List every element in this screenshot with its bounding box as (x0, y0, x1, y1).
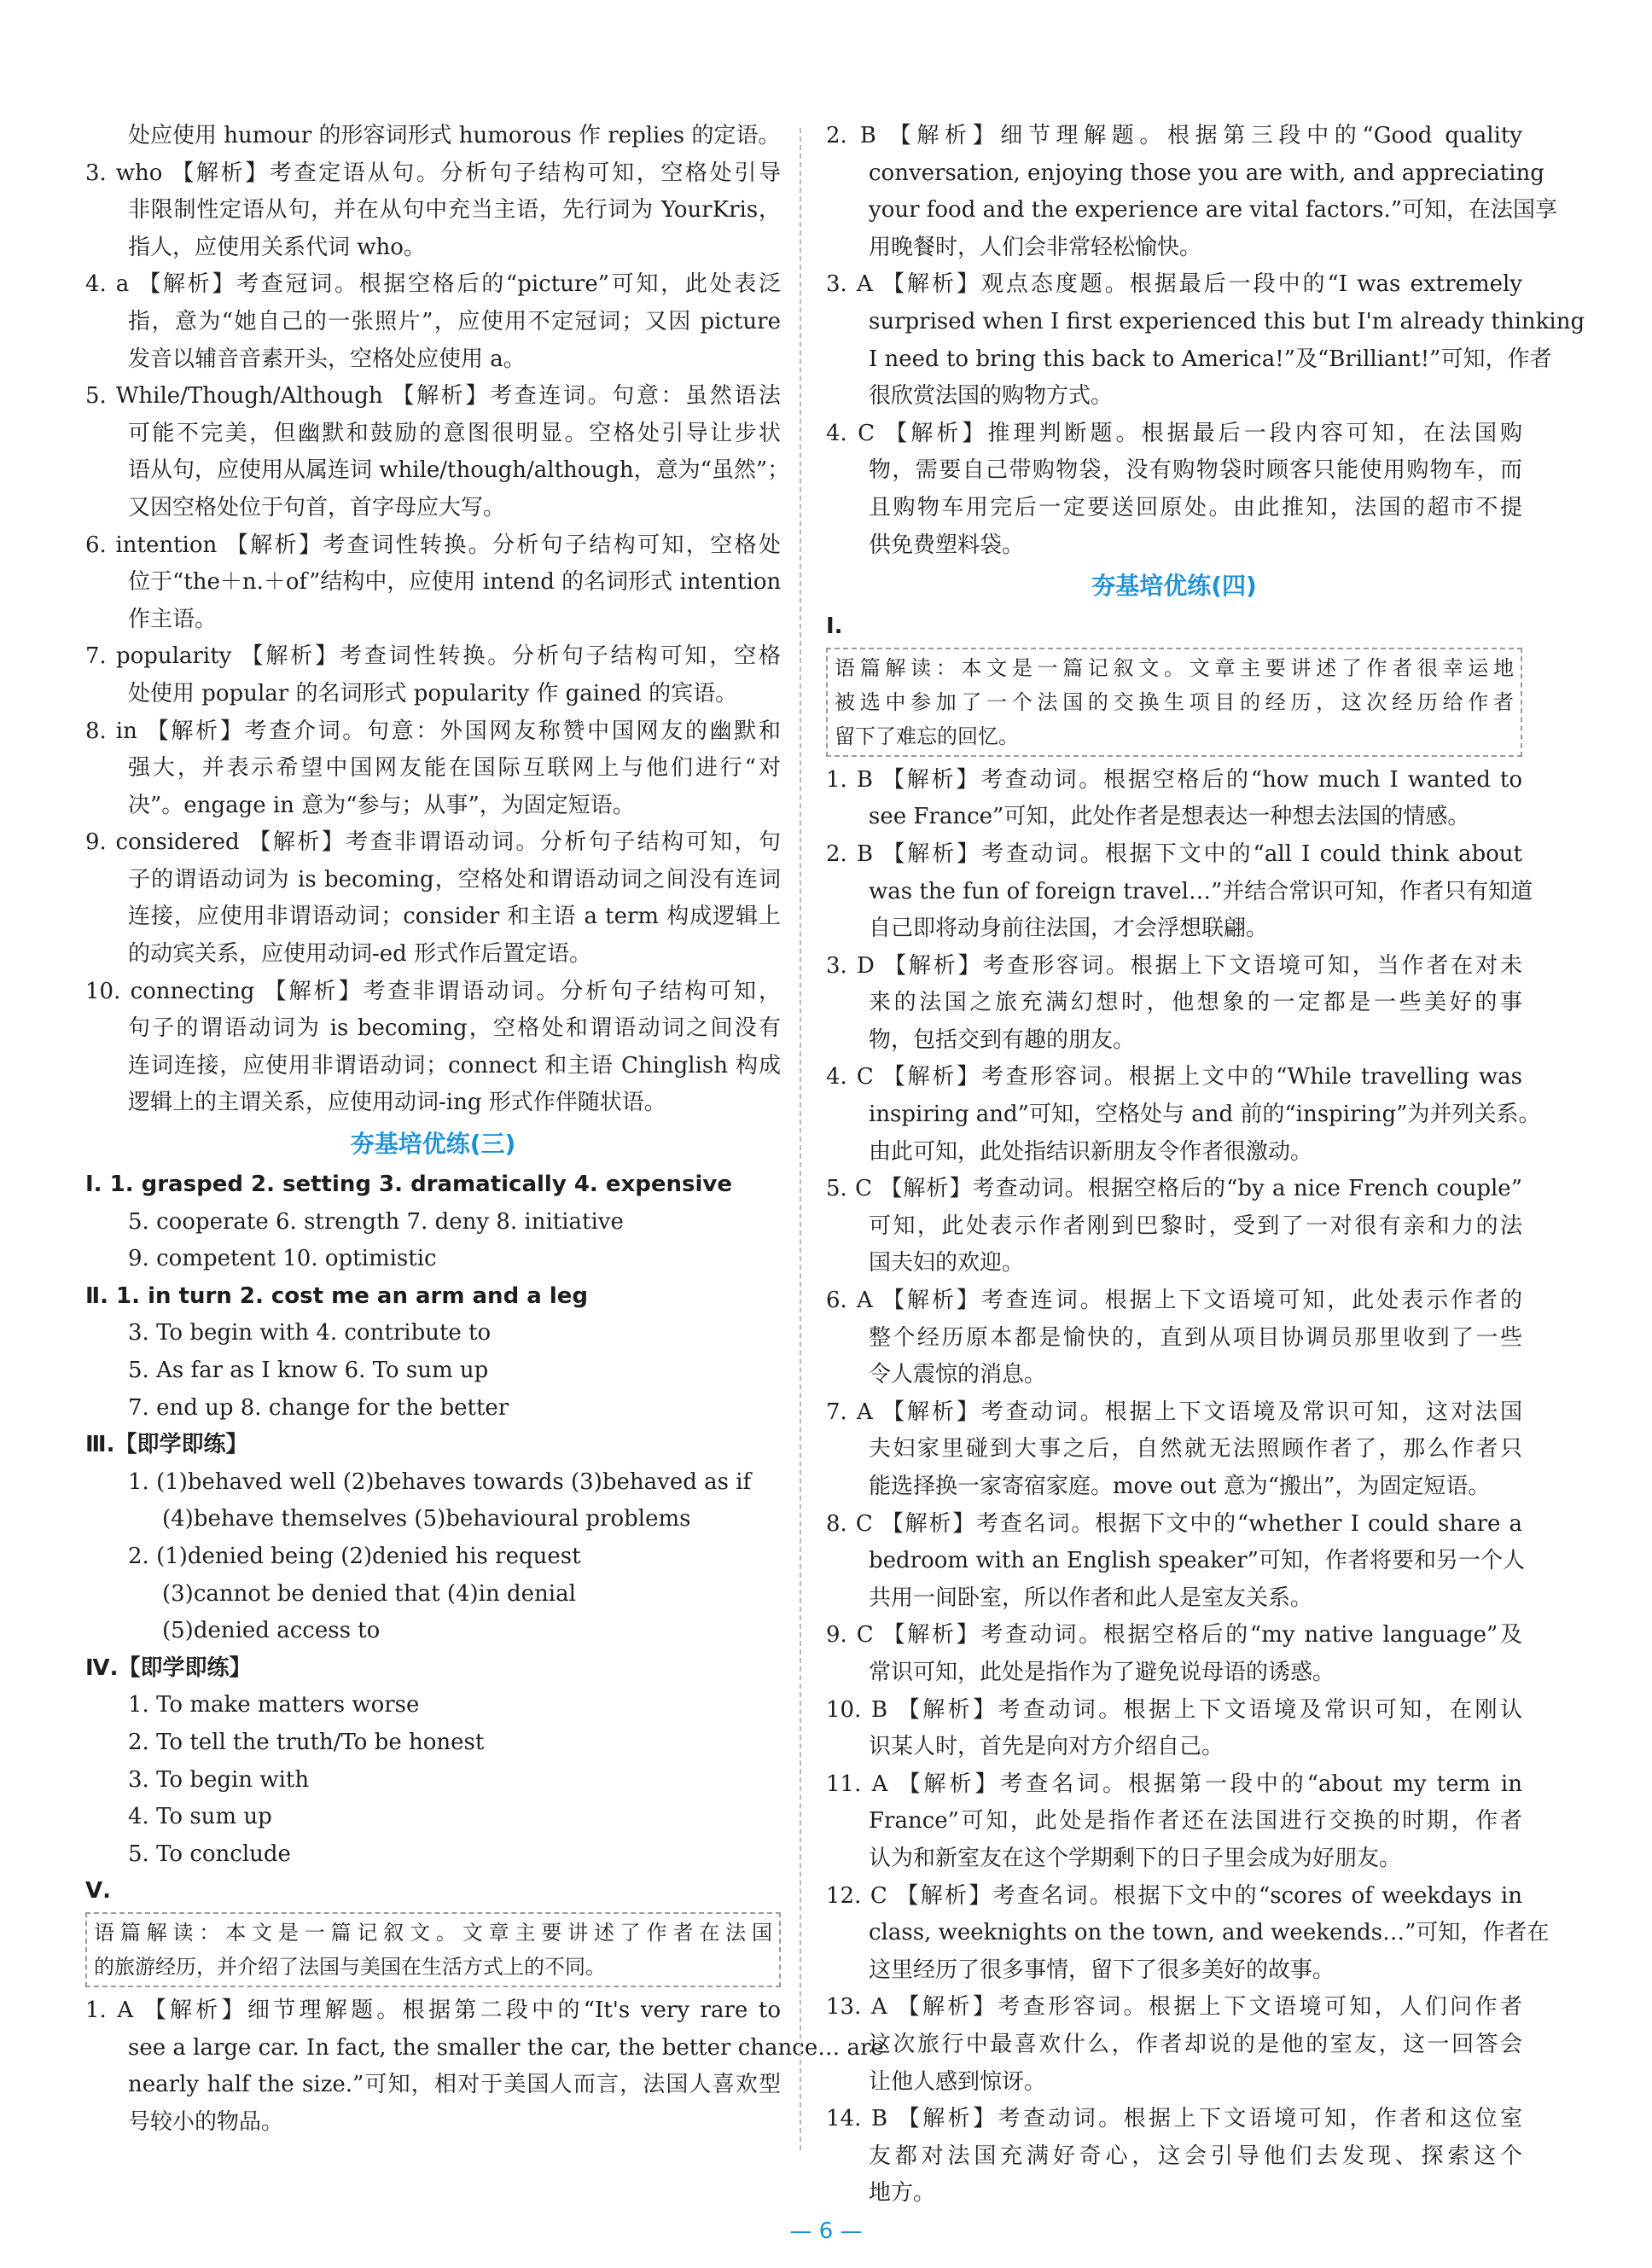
answer-line: 6. intention 【解析】考查词性转换。分析句子结构可知，空格处 (85, 532, 781, 558)
answer-line: 9. competent 10. optimistic (128, 1246, 437, 1272)
answer-line: conversation, enjoying those you are with, and appreciating (869, 160, 1544, 186)
answer-line: 4. To sum up (128, 1804, 272, 1830)
answer-line: Ⅴ. (85, 1878, 111, 1905)
column-divider (800, 128, 801, 2150)
answer-line: 11. A 【解析】考查名词。根据第一段中的“about my term in (826, 1771, 1522, 1797)
answer-line: 可能不完美，但幽默和鼓励的意图很明显。空格处引导让步状 (128, 420, 781, 446)
answer-line: 1. B 【解析】考查动词。根据空格后的“how much I wanted to (826, 766, 1522, 793)
answer-line: see France”可知，此处作者是想表达一种想去法国的情感。 (869, 804, 1470, 830)
right-column (826, 118, 1585, 2213)
answer-line: 3. To begin with (128, 1766, 310, 1793)
answer-line: 子的谓语动词为 is becoming，空格处和谓语动词之间没有连词 (128, 866, 781, 893)
answer-line: Ⅲ.【即学即练】 (85, 1432, 248, 1458)
left-answers-part2 (85, 1992, 884, 2141)
answer-line: 指人，应使用关系代词 who。 (128, 234, 426, 260)
answer-line: 8. C 【解析】考查名词。根据下文中的“whether I could share a (826, 1510, 1522, 1537)
answer-line: I need to bring this back to America!”及“Brilliant!”可知，作者 (869, 346, 1552, 372)
section-title-3: 夯基培优练(三) (350, 1130, 516, 1159)
answer-line: 7. popularity 【解析】考查词性转换。分析句子结构可知，空格 (85, 643, 781, 670)
answer-line: nearly half the size.”可知，相对于美国人而言，法国人喜欢型 (128, 2072, 781, 2098)
answer-line: 能选择换一家寄宿家庭。move out 意为“搬出”，为固定短语。 (869, 1474, 1491, 1499)
answer-line: 9. C 【解析】考查动词。根据空格后的“my native language”及 (826, 1622, 1522, 1649)
answer-line: 4. a 【解析】考查冠词。根据空格后的“picture”可知，此处表泛 (85, 271, 781, 298)
answer-line: 由此可知，此处指结识新朋友令作者很激动。 (869, 1138, 1313, 1165)
section-title-4: 夯基培优练(四) (1091, 572, 1257, 601)
answer-line: 这次旅行中最喜欢什么，作者却说的是他的室友，这一回答会 (869, 2031, 1522, 2057)
answer-line: 处使用 popular 的名词形式 popularity 作 gained 的宾语。 (128, 680, 738, 707)
answer-line: 2. B 【解析】细节理解题。根据第三段中的“Good quality (826, 123, 1522, 148)
answer-line: Ⅰ. 1. grasped 2. setting 3. dramatically 4. expensive (85, 1172, 732, 1198)
answer-line: 发音以辅音音素开头，空格处应使用 a。 (128, 346, 526, 372)
answer-line: 让他人感到惊讶。 (869, 2068, 1047, 2095)
answer-line: 可知，此处表示作者刚到巴黎时，受到了一对很有亲和力的法 (869, 1213, 1522, 1239)
answer-line: 逻辑上的主谓关系，应使用动词-ing 形式作伴随状语。 (128, 1090, 666, 1116)
answer-line: 很欣赏法国的购物方式。 (869, 383, 1114, 410)
answer-line: (3)cannot be denied that (4)in denial (162, 1580, 576, 1607)
answer-line: 5. C 【解析】考查动词。根据空格后的“by a nice French couple” (826, 1176, 1522, 1202)
reading-interpretation-box (826, 648, 1522, 757)
answer-line: 用晚餐时，人们会非常轻松愉快。 (869, 234, 1202, 260)
answer-line: 2. To tell the truth/To be honest (128, 1729, 485, 1755)
answer-line: 号较小的物品。 (128, 2108, 284, 2135)
answer-line: bedroom with an English speaker”可知，作者将要和另一个人 (869, 1548, 1525, 1574)
answer-line: 国夫妇的欢迎。 (869, 1250, 1025, 1276)
answer-line: 3. D 【解析】考查形容词。根据上下文语境可知，当作者在对未 (826, 952, 1522, 979)
answer-line: 8. in 【解析】考查介词。句意：外国网友称赞中国网友的幽默和 (85, 718, 781, 744)
answer-line: 物，包括交到有趣的朋友。 (869, 1026, 1136, 1053)
answer-line: 又因空格处位于句首，首字母应大写。 (128, 494, 506, 520)
answer-line: 常识可知，此处是指作为了避免说母语的诱惑。 (869, 1659, 1335, 1685)
answer-line: 夫妇家里碰到大事之后，自然就无法照顾作者了，那么作者只 (869, 1436, 1522, 1463)
answer-line: 2. (1)denied being (2)denied his request (128, 1543, 581, 1569)
section-3-answers (85, 1166, 781, 1910)
answer-line: 自己即将动身前往法国，才会浮想联翩。 (869, 916, 1269, 942)
answer-line: 整个经历原本都是愉快的，直到从项目协调员那里收到了一些 (869, 1324, 1522, 1351)
answer-line: 5. cooperate 6. strength 7. deny 8. initiative (128, 1208, 624, 1235)
answer-line: 这里经历了很多事情，留下了很多美好的故事。 (869, 1957, 1335, 1983)
answer-line: surprised when I first experienced this but I'm already thinking (869, 308, 1585, 334)
reading-line: 被选中参加了一个法国的交换生项目的经历，这次经历给作者 (835, 689, 1514, 714)
answer-line: 4. C 【解析】推理判断题。根据最后一段内容可知，在法国购 (826, 420, 1522, 446)
answer-line: 7. end up 8. change for the better (128, 1394, 509, 1421)
answer-line: 作主语。 (128, 606, 218, 632)
answer-line: 14. B 【解析】考查动词。根据上下文语境可知，作者和这位室 (826, 2106, 1522, 2132)
answer-line: 处应使用 humour 的形容词形式 humorous 作 replies 的定语。 (128, 123, 781, 148)
answer-line: 6. A 【解析】考查连词。根据上下文语境可知，此处表示作者的 (826, 1288, 1522, 1314)
answer-line: 友都对法国充满好奇心，这会引导他们去发现、探索这个 (869, 2143, 1522, 2169)
answer-line: 连词连接，应使用非谓语动词；connect 和主语 Chinglish 构成 (128, 1052, 781, 1079)
reading-line: 语篇解读：本文是一篇记叙文。文章主要讲述了作者很幸运地 (835, 655, 1514, 680)
answer-line: 强大，并表示希望中国网友能在国际互联网上与他们进行“对 (128, 755, 781, 782)
reading-line: 留下了难忘的回忆。 (835, 724, 1019, 748)
answer-line: 非限制性定语从句，并在从句中充当主语，先行词为 YourKris， (128, 197, 781, 224)
answer-line: 3. A 【解析】观点态度题。根据最后一段中的“I was extremely (826, 271, 1522, 298)
answer-line: 5. As far as I know 6. To sum up (128, 1358, 489, 1383)
left-column (85, 118, 884, 2141)
answer-line: 2. B 【解析】考查动词。根据下文中的“all I could think about (826, 840, 1522, 867)
reading-interpretation-box (85, 1912, 781, 1987)
answer-line: inspiring and”可知，空格处与 and 前的“inspiring”为并列关系。 (869, 1102, 1541, 1128)
answer-line: 3. who 【解析】考查定语从句。分析句子结构可知，空格处引导 (85, 160, 781, 186)
answer-line: (4)behave themselves (5)behavioural problems (162, 1506, 691, 1532)
answer-line: 13. A 【解析】考查形容词。根据上下文语境可知，人们问作者 (826, 1994, 1522, 2021)
roman-numeral-1: Ⅰ. (826, 614, 843, 640)
right-answers-part1 (826, 118, 1585, 564)
answer-line: Ⅱ. 1. in turn 2. cost me an arm and a leg (85, 1282, 588, 1309)
answer-line: class, weeknights on the town, and weekends…”可知，作者在 (869, 1920, 1550, 1946)
answer-line: 5. To conclude (128, 1841, 291, 1867)
answer-line: see a large car. In fact, the smaller the car, the better chance… are (128, 2034, 884, 2061)
answer-line: 1. (1)behaved well (2)behaves towards (3)behaved as if (128, 1468, 752, 1495)
answer-line: 供免费塑料袋。 (869, 532, 1025, 558)
answer-line: France”可知，此处是指作者还在法国进行交换的时期，作者 (869, 1808, 1522, 1835)
answer-line: 共用一间卧室，所以作者和此人是室友关系。 (869, 1585, 1313, 1611)
answer-line: 且购物车用完后一定要送回原处。由此推知，法国的超市不提 (869, 494, 1522, 520)
answer-line: Ⅳ.【即学即练】 (85, 1654, 252, 1681)
answer-line: 地方。 (869, 2180, 936, 2207)
reading-line: 语篇解读：本文是一篇记叙文。文章主要讲述了作者在法国 (94, 1920, 772, 1945)
answer-line: 识某人时，首先是向对方介绍自己。 (869, 1734, 1224, 1760)
answer-line: 句子的谓语动词为 is becoming，空格处和谓语动词之间没有 (128, 1015, 781, 1042)
answer-line: 4. C 【解析】考查形容词。根据上文中的“While travelling was (826, 1064, 1522, 1090)
page-number: — 6 — (789, 2219, 863, 2244)
answer-line: 3. To begin with 4. contribute to (128, 1320, 492, 1346)
answer-line: 决”。engage in 意为“参与；从事”，为固定短语。 (128, 792, 635, 818)
answer-line: 1. To make matters worse (128, 1692, 420, 1718)
answer-line: 10. B 【解析】考查动词。根据上下文语境及常识可知，在刚认 (826, 1696, 1522, 1723)
answer-line: 1. A 【解析】细节理解题。根据第二段中的“It's very rare to (85, 1997, 781, 2023)
answer-line: was the fun of foreign travel…”并结合常识可知，作者只有知道 (869, 878, 1533, 904)
answer-line: 物，需要自己带购物袋，没有购物袋时顾客只能使用购物车，而 (869, 457, 1522, 484)
answer-line: 连接，应使用非谓语动词；consider 和主语 a term 构成逻辑上 (128, 904, 781, 930)
answer-line: 令人震惊的消息。 (869, 1362, 1047, 1388)
answer-line: 指，意为“她自己的一张照片”，应使用不定冠词；又因 picture (128, 308, 781, 334)
left-answers-part1 (85, 118, 790, 1122)
right-answers-part2 (826, 762, 1550, 2213)
answer-line: 7. A 【解析】考查动词。根据上下文语境及常识可知，这对法国 (826, 1399, 1522, 1425)
answer-line: 5. While/Though/Although 【解析】考查连词。句意：虽然语法 (85, 383, 781, 410)
answer-line: 位于“the＋n.＋of”结构中，应使用 intend 的名词形式 intention (128, 569, 782, 596)
answer-line: 语从句，应使用从属连词 while/though/although，意为“虽然”； (128, 457, 790, 484)
answer-line: your food and the experience are vital factors.”可知，在法国享 (869, 197, 1558, 224)
reading-line: 的旅游经历，并介绍了法国与美国在生活方式上的不同。 (94, 1954, 606, 1979)
answer-line: (5)denied access to (162, 1618, 381, 1644)
answer-line: 的动宾关系，应使用动词-ed 形式作后置定语。 (128, 941, 592, 968)
answer-line: 10. connecting 【解析】考查非谓语动词。分析句子结构可知， (85, 978, 781, 1004)
answer-line: 12. C 【解析】考查名词。根据下文中的“scores of weekdays in (826, 1882, 1522, 1909)
answer-line: 来的法国之旅充满幻想时，他想象的一定都是一些美好的事 (869, 990, 1522, 1016)
answer-line: 9. considered 【解析】考查非谓语动词。分析句子结构可知，句 (85, 829, 781, 856)
answer-line: 认为和新室友在这个学期剩下的日子里会成为好朋友。 (869, 1845, 1402, 1871)
